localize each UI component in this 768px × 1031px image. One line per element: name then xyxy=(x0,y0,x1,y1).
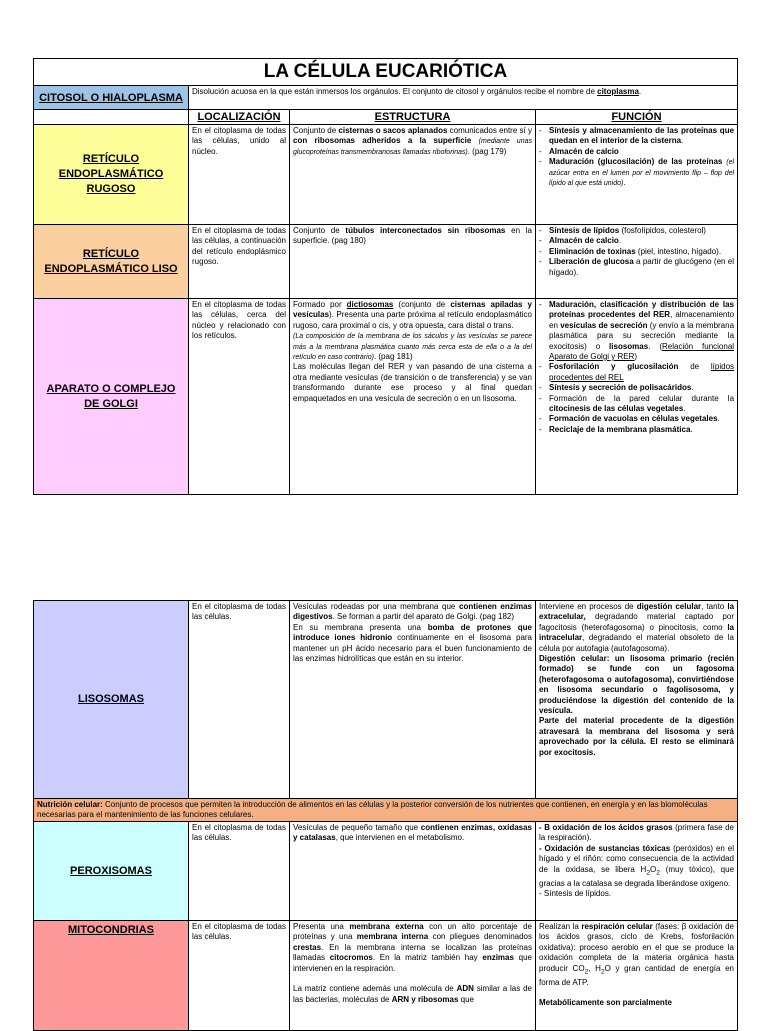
mitocondrias-localizacion: En el citoplasma de todas las células. xyxy=(189,921,290,1031)
mitocondrias-funcion: Realizan la respiración celular (fases: β oxidación de los ácidos grasos, ciclo de Krebs, fosforilación oxidativa): proceso aerobio en el que se produce la oxidación completa de la materia orgánica hasta producir $CO_2$, $H_2O$ y gran cantidad de energía en forma de ATP. Metabólicamente son parcialmente xyxy=(536,921,738,1031)
cytosol-description: Disolución acuosa en la que están inmersos los orgánulos. El conjunto de citosol y orgánulos recibe el nombre de citoplasma. xyxy=(189,86,738,110)
organelle-name-peroxisomas: PEROXISOMAS xyxy=(34,822,189,921)
cytosol-label: CITOSOL O HIALOPLASMA xyxy=(34,86,189,110)
lisosomas-funcion: Interviene en procesos de digestión celular, tanto la extracelular, degradando material captado por fagocitosis (heterofagosoma) o pinocitosis, como la intracelular, degradando el material obsoleto de la célula por autofagia (autofagosoma). Digestión celular: un lisosoma primario (recién formado) se funde con un fagosoma (heterofagosoma o autofagosoma), convirtiéndose en lisosoma secundario o fagolisosoma, y produciéndose la digestión del contenido de la vesícula. Parte del material procedente de la digestión atravesará la membrana del lisosoma y será aprovechado por la célula. El resto se eliminará por exocitosis. xyxy=(536,601,738,799)
table-page1 xyxy=(33,58,738,495)
list-item: - Reciclaje de la membrana plasmática. xyxy=(539,425,734,435)
lisosomas-localizacion: En el citoplasma de todas las células. xyxy=(189,601,290,799)
header-empty xyxy=(34,110,189,125)
golgi-funcion xyxy=(536,299,738,495)
golgi-localizacion: En el citoplasma de todas las células, cerca del núcleo y relacionado con los retículos. xyxy=(189,299,290,495)
list-item: - Almacén de calcio. xyxy=(539,236,734,246)
list-item: - Fosforilación y glucosilación de lípidos procedentes del REL xyxy=(539,362,734,383)
list-item: - Maduración, clasificación y distribución de las proteínas procedentes del RER, almacenamiento en vesículas de secreción (y envío a la membrana plasmática para su secreción mediante la exocitosis) o lisosomas. (Relación funcional Aparato de Golgi y RER) xyxy=(539,300,734,362)
list-item: - Almacén de calcio xyxy=(539,147,734,157)
peroxisomas-localizacion: En el citoplasma de todas las células. xyxy=(189,822,290,921)
rer-funcion xyxy=(536,125,738,225)
peroxisomas-estructura: Vesículas de pequeño tamaño que contienen enzimas, oxidasas y catalasas, que intervienen en el metabolismo. xyxy=(290,822,536,921)
rer-estructura: Conjunto de cisternas o sacos aplanados comunicados entre sí y con ribosomas adheridos a la superficie (mediante unas glucoproteínas transmembranosas llamadas riboforinas). (pag 179) xyxy=(290,125,536,225)
list-item: - Síntesis y secreción de polisacáridos. xyxy=(539,383,734,393)
list-item: - Formación de vacuolas en células vegetales. xyxy=(539,414,734,424)
list-item: - Eliminación de toxinas (piel, intestino, hígado). xyxy=(539,247,734,257)
golgi-estructura: Formado por dictiosomas (conjunto de cisternas apiladas y vesículas). Presenta una parte próxima al retículo endoplasmático rugoso, cara proximal o cis, y otra opuesta, cara distal o trans. (La composición de la membrana de los sáculos y las vesículas se parece más a la membrana plasmática cuanto más cerca esta de ella o a la del retículo en caso contrario). (pag 181) Las moléculas llegan del RER y van pasando de una cisterna a otra mediante vesículas (de transición o de transferencia) y se van transformando durante ese proceso y al final quedan empaquetados en una vesícula de secreción o en un lisosoma. xyxy=(290,299,536,495)
peroxisomas-funcion: - B oxidación de los ácidos grasos (primera fase de la respiración). - Oxidación de sustancias tóxicas (peróxidos) en el hígado y el riñón: como consecuencia de la actividad de la oxidasa, se libera $H_2O_2$ (muy tóxico), que gracias a la catalasa se degrada liberándose oxigeno. - Síntesis de lípidos. xyxy=(536,822,738,921)
header-localizacion: LOCALIZACIÓN xyxy=(189,110,290,125)
organelle-name-rel: RETÍCULO ENDOPLASMÁTICO LISO xyxy=(34,225,189,299)
list-item: - Formación de la pared celular durante la citocinesis de las células vegetales. xyxy=(539,394,734,415)
mitocondrias-estructura: Presenta una membrana externa con un alto porcentaje de proteínas y una membrana interna con pliegues denominados crestas. En la membrana interna se localizan las proteínas llamadas citocromos. En la matriz también hay enzimas que intervienen en la respiración. La matriz contiene además una molécula de ADN similar a las de las bacterias, moléculas de ARN y ribosomas que xyxy=(290,921,536,1031)
table-page2 xyxy=(33,600,738,1031)
organelle-name-golgi: APARATO O COMPLEJO DE GOLGI xyxy=(34,299,189,495)
list-item: - Síntesis y almacenamiento de las proteínas que quedan en el interior de la cisterna. xyxy=(539,126,734,147)
organelle-name-rer: RETÍCULO ENDOPLASMÁTICO RUGOSO xyxy=(34,125,189,225)
header-estructura: ESTRUCTURA xyxy=(290,110,536,125)
page-title: LA CÉLULA EUCARIÓTICA xyxy=(34,59,738,86)
header-funcion: FUNCIÓN xyxy=(536,110,738,125)
rel-estructura: Conjunto de túbulos interconectados sin ribosomas en la superficie. (pag 180) xyxy=(290,225,536,299)
organelle-name-mitocondrias: MITOCONDRIAS xyxy=(34,921,189,1031)
list-item: - Liberación de glucosa a partir de glucógeno (en el hígado). xyxy=(539,257,734,278)
lisosomas-estructura: Vesículas rodeadas por una membrana que contienen enzimas digestivos. Se forman a partir del aparato de Golgi. (pag 182) En su membrana presenta una bomba de protones que introduce iones hidronio continuamente en el lisosoma para mantener un pH ácido necesario para el buen funcionamiento de las enzimas hidrolíticas que están en su interior. xyxy=(290,601,536,799)
rel-funcion xyxy=(536,225,738,299)
rel-localizacion: En el citoplasma de todas las células, a continuación del retículo endoplásmico rugoso. xyxy=(189,225,290,299)
organelle-name-lisosomas: LISOSOMAS xyxy=(34,601,189,799)
rer-localizacion: En el citoplasma de todas las células, unido al núcleo. xyxy=(189,125,290,225)
nutricion-celular-note: Nutrición celular: Conjunto de procesos que permiten la introducción de alimentos en las células y la posterior conversión de los nutrientes que contienen, en energía y en las biomoléculas necesarias para el mantenimiento de las funciones celulares. xyxy=(34,799,738,822)
list-item: - Síntesis de lípidos (fosfolípidos, colesterol) xyxy=(539,226,734,236)
list-item: - Maduración (glucosilación) de las proteínas (el azúcar entra en el lumen por el movimiento flip – flop del lípido al que está unido). xyxy=(539,157,734,188)
